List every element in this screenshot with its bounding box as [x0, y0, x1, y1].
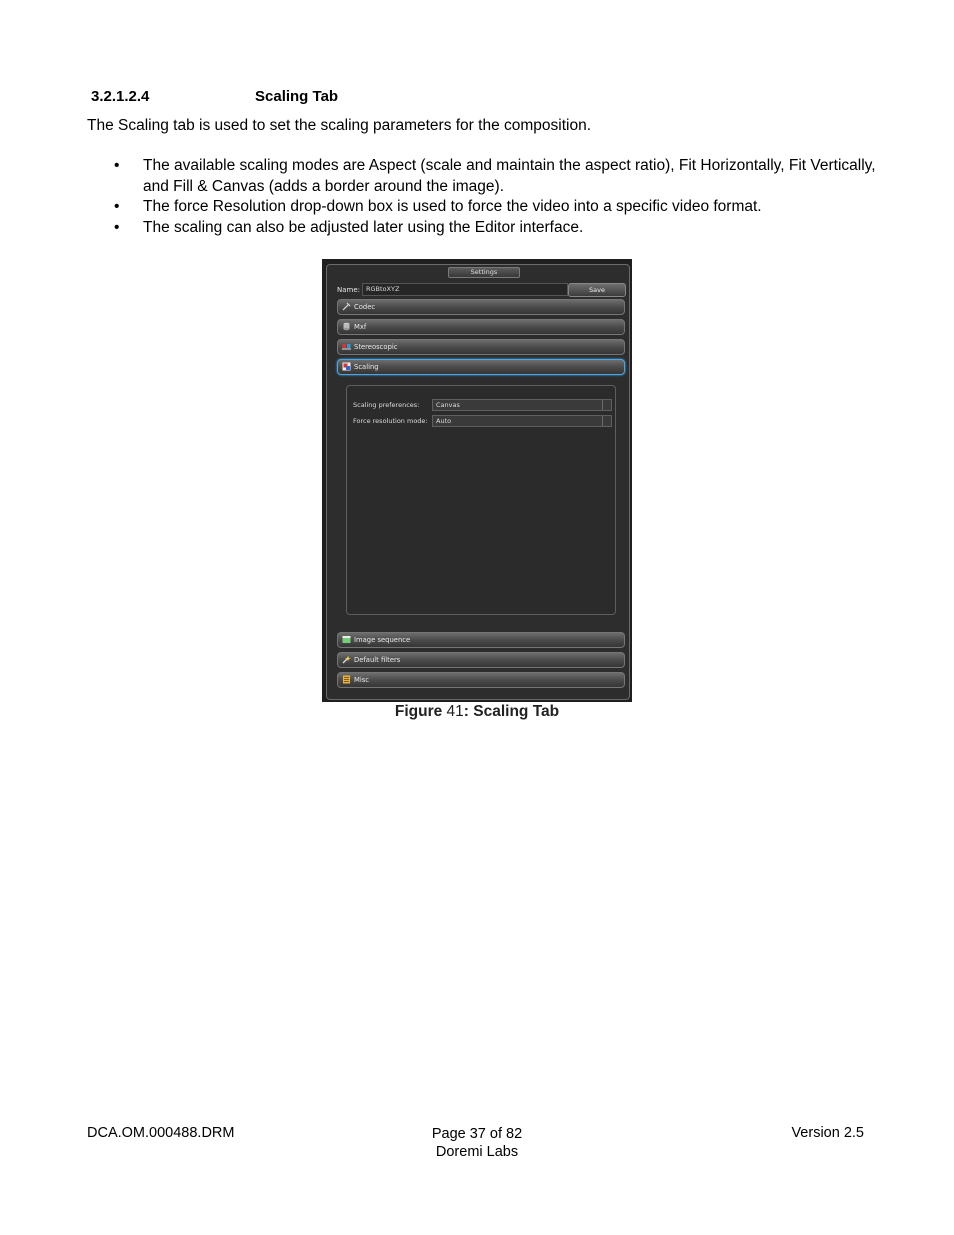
section-label: Codec: [354, 303, 376, 311]
bullet-marker: •: [114, 157, 120, 174]
name-label: Name:: [337, 286, 361, 294]
stereoscopic-icon: [342, 342, 351, 351]
section-codec[interactable]: [337, 299, 625, 315]
section-image-sequence[interactable]: [337, 632, 625, 648]
section-label: Image sequence: [354, 636, 411, 644]
settings-tab[interactable]: Settings: [448, 267, 520, 278]
bullet-marker: •: [114, 218, 120, 236]
caption-prefix: Figure: [394, 703, 447, 720]
intro-paragraph: The Scaling tab is used to set the scaling parameters for the composition.: [87, 117, 592, 134]
footer-version: Version 2.5: [791, 1125, 864, 1141]
name-input[interactable]: RGBtoXYZ: [362, 283, 568, 296]
save-button[interactable]: Save: [568, 283, 626, 297]
bullet-text: The scaling can also be adjusted later using the Editor interface.: [143, 218, 584, 236]
section-label: Default filters: [354, 656, 401, 664]
section-label: Scaling: [354, 363, 379, 371]
section-default-filters[interactable]: [337, 652, 625, 668]
settings-panel: [326, 264, 630, 700]
list-item: [87, 197, 877, 218]
section-misc[interactable]: [337, 672, 625, 688]
default-filters-icon: [342, 655, 351, 664]
bullet-list: [87, 156, 877, 238]
section-title: Scaling Tab: [255, 88, 339, 105]
force-resolution-value: Auto: [436, 417, 452, 425]
figure-caption: [0, 703, 954, 721]
bullet-text: The force Resolution drop-down box is used to force the video into a specific video format.: [143, 198, 762, 215]
scaling-preferences-value: Canvas: [436, 401, 460, 409]
settings-screenshot: [322, 259, 632, 702]
section-scaling[interactable]: [337, 359, 625, 375]
footer-center: [377, 1125, 577, 1161]
section-stereoscopic[interactable]: [337, 339, 625, 355]
section-label: Stereoscopic: [354, 343, 398, 351]
footer-company: Doremi Labs: [435, 1144, 519, 1160]
footer-page: Page 37 of 82: [431, 1126, 523, 1142]
dropdown-arrow-icon: [602, 416, 611, 426]
section-number: 3.2.1.2.4: [91, 88, 150, 105]
caption-number: 41: [446, 703, 464, 720]
list-item: [87, 156, 877, 197]
force-resolution-label: Force resolution mode:: [353, 417, 428, 425]
dropdown-arrow-icon: [602, 400, 611, 410]
section-label: Mxf: [354, 323, 367, 331]
scaling-preferences-label: Scaling preferences:: [353, 401, 420, 409]
scaling-preferences-select[interactable]: [432, 399, 612, 411]
image-sequence-icon: [342, 635, 351, 644]
mxf-icon: [342, 322, 351, 331]
footer-doc-id: DCA.OM.000488.DRM: [87, 1125, 235, 1141]
misc-icon: [342, 675, 351, 684]
bullet-marker: •: [114, 198, 120, 215]
force-resolution-select[interactable]: [432, 415, 612, 427]
scaling-icon: [342, 362, 351, 371]
bullet-text: The available scaling modes are Aspect (scale and maintain the aspect ratio), Fit Horizontally, Fit Vertically, and Fill & Canvas (adds a border around the image).: [143, 157, 876, 195]
list-item: [87, 218, 877, 239]
section-label: Misc: [354, 676, 370, 684]
scaling-group: [346, 385, 616, 615]
codec-icon: [342, 302, 351, 311]
caption-suffix: : Scaling Tab: [463, 703, 560, 720]
section-mxf[interactable]: [337, 319, 625, 335]
